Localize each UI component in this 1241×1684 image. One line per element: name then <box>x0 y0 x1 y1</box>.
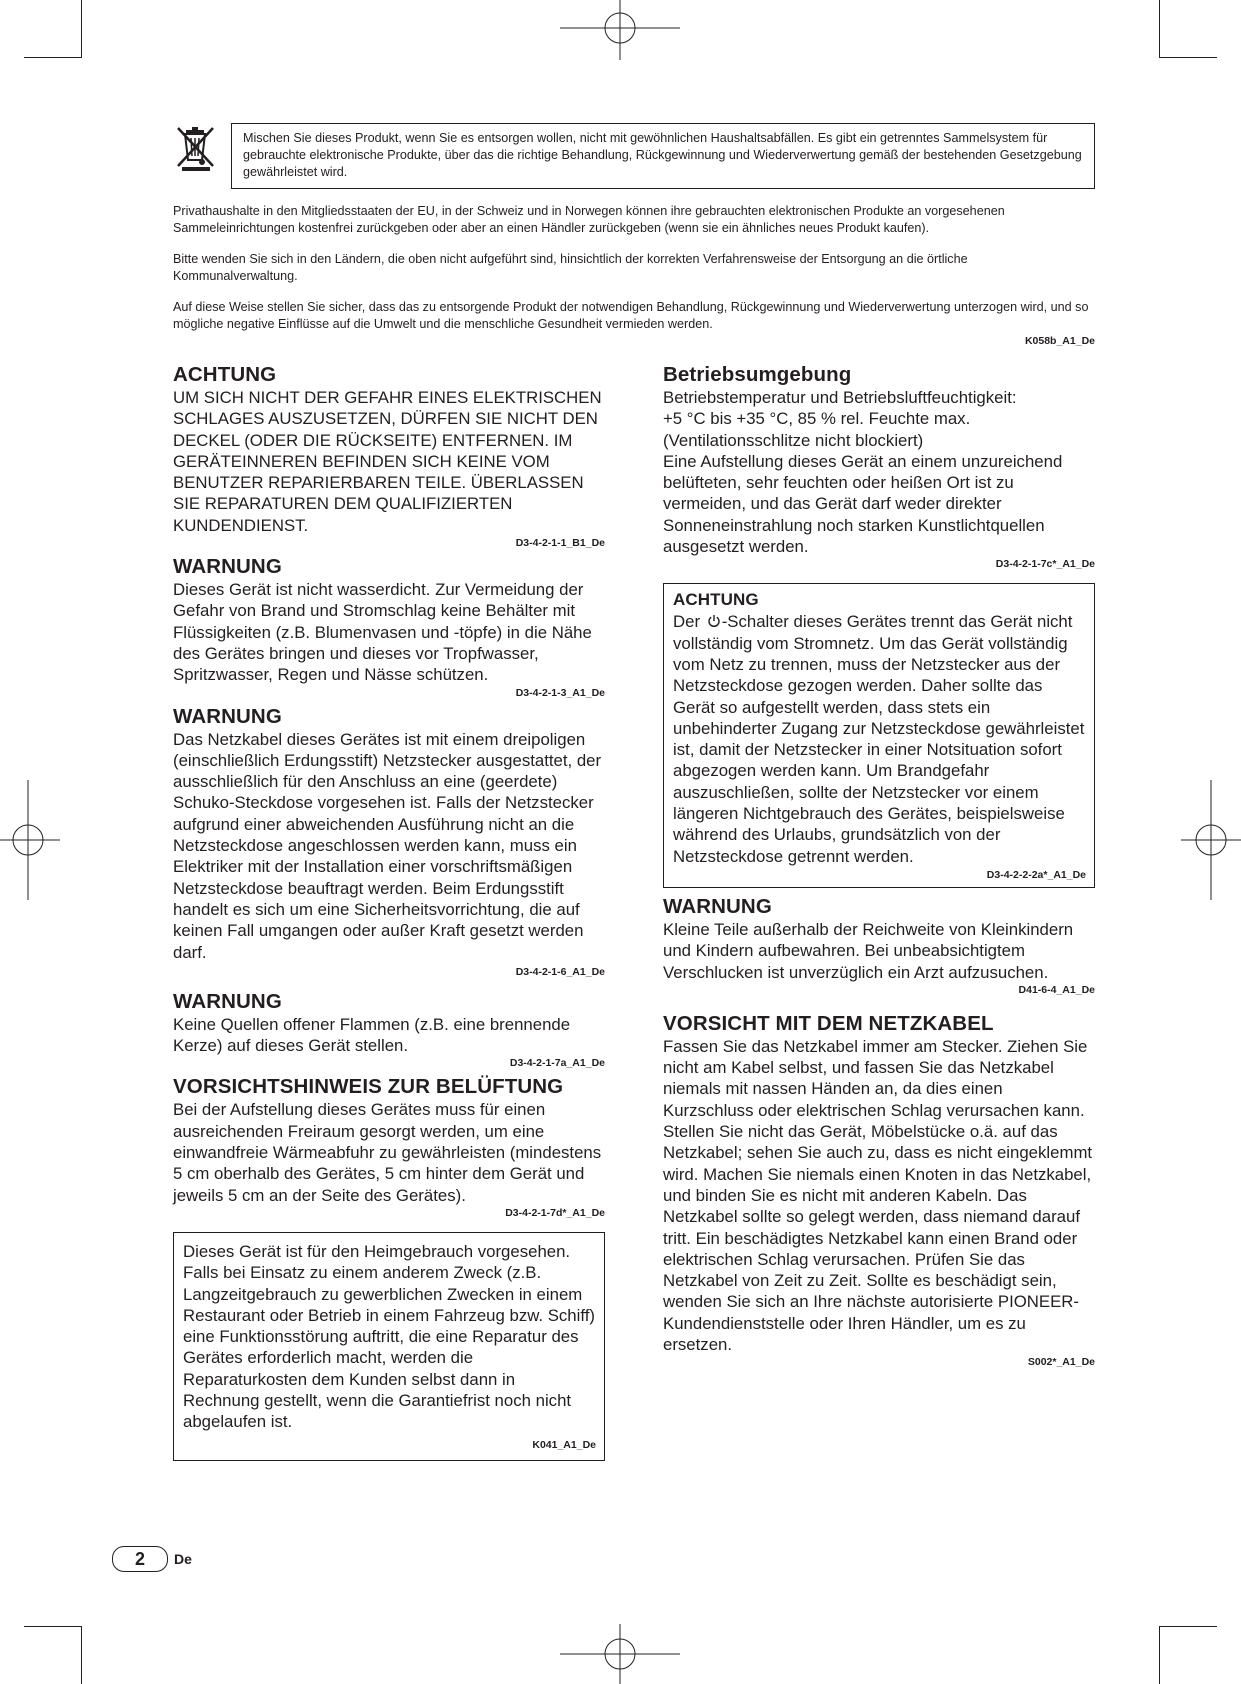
power-cord-code: S002*_A1_De <box>1027 1356 1095 1369</box>
crop-mark <box>1159 57 1217 58</box>
warnung-plug-section <box>173 706 605 979</box>
warnung-plug-code: D3-4-2-1-6_A1_De <box>515 965 605 978</box>
achtung-box-text-before: Der <box>673 612 701 632</box>
warnung-flame-heading: WARNUNG <box>173 989 282 1013</box>
crop-mark <box>1159 0 1160 58</box>
weee-box: Mischen Sie dieses Produkt, wenn Sie es entsorgen wollen, nicht mit gewöhnlichen Haushaltsabfällen. Es gibt ein getrenntes Sammelsystem für gebrauchte elektronische Produkte, über das die richtige Behandlung, Rückgewinnung und Wiederverwertung gemäß der bestehenden Gesetzgebung gewährleistet wird. <box>231 123 1095 189</box>
crossed-out-wheelie-bin-icon <box>173 124 221 172</box>
registration-mark-top <box>560 0 680 60</box>
small-parts-code: D41-6-4_A1_De <box>1018 983 1095 996</box>
warnung-flame-text: Keine Quellen offener Flammen (z.B. eine brennende Kerze) auf dieses Gerät stellen. <box>173 1014 571 1056</box>
home-use-text: Dieses Gerät ist für den Heimgebrauch vorgesehen. Falls bei Einsatz zu einem anderem Zweck (z.B. Langzeitgebrauch zu gewerblichen Zwecken in einem Restaurant oder Betrieb in einem Fahrzeug bzw. Schiff) eine Funktionsstörung auftritt, die eine Reparatur des Gerätes erforderlich macht, werden die Reparaturkosten dem Kunden selbst dann in Rechnung gestellt, wenn die Garantiefrist noch nicht abgelaufen ist. <box>183 1241 595 1432</box>
registration-mark-bottom <box>560 1624 680 1684</box>
power-cord-heading: VORSICHT MIT DEM NETZKABEL <box>663 1011 994 1035</box>
page-footer <box>112 1546 192 1572</box>
weee-code: K058b_A1_De <box>1024 335 1095 347</box>
achtung-section <box>173 364 605 550</box>
achtung-text: UM SICH NICHT DER GEFAHR EINES ELEKTRISCHEN SCHLAGES AUSZUSETZEN, DÜRFEN SIE NICHT DEN DECKEL (ODER DIE RÜCKSEITE) ENTFERNEN. IM GERÄTEINNEREN BEFINDEN SICH KEINE VOM BENUTZER REPARIERBAREN TEILE. ÜBERLASSEN SIE REPARATUREN DEM QUALIFIZIERTEN KUNDENDIENST. <box>173 388 602 535</box>
warnung-plug-text: Das Netzkabel dieses Gerätes ist mit einem dreipoligen (einschließlich Erdungsstift) Netzstecker ausgestattet, der ausschließlich für den Anschluss an eine (geerdete) Schuko-Steckdose vorgesehen ist. Falls der Netzstecker aufgrund einer abweichenden Ausführung nicht an die Netzsteckdose angeschlossen werden kann, muss ein Elektriker mit der Installation einer vorschriftsmäßigen Netzsteckdose beauftragt werden. Beim Erdungsstift handelt es sich um eine Sicherheitsvorrichtung, die auf keinen Fall umgangen oder außer Kraft gesetzt werden darf. <box>173 729 602 962</box>
warnung-flame-section <box>173 991 605 1071</box>
environment-code: D3-4-2-1-7c*_A1_De <box>995 558 1095 571</box>
small-parts-heading: WARNUNG <box>663 894 772 918</box>
warnung-water-heading: WARNUNG <box>173 555 282 579</box>
power-cord-text: Fassen Sie das Netzkabel immer am Stecker. Ziehen Sie nicht am Kabel selbst, und fassen Sie das Netzkabel niemals mit nassen Händen an, da dies einen Kurzschluss oder elektrischen Schlag verursachen kann. Stellen Sie nicht das Gerät, Möbelstücke o.ä. auf das Netzkabel; sehen Sie auch zu, dass es nicht eingeklemmt wird. Machen Sie niemals einen Knoten in das Netzkabel, und binden Sie es nicht mit anderen Kabeln. Das Netzkabel sollte so gelegt werden, dass niemand darauf tritt. Ein beschädigtes Netzkabel kann einen Brand oder elektrischen Schlag verursachen. Prüfen Sie das Netzkabel von Zeit zu Zeit. Sollte es beschädigt sein, wenden Sie sich an Ihre nächste autorisierte PIONEER-Kundendienststelle oder Ihren Händler, um es zu ersetzen. <box>663 1036 1093 1354</box>
crop-mark <box>24 57 82 58</box>
achtung-heading: ACHTUNG <box>173 363 277 386</box>
crop-mark <box>1159 1626 1160 1684</box>
achtung-box-text <box>673 611 1086 867</box>
crop-mark <box>81 1626 82 1684</box>
achtung-box-text-after: -Schalter dieses Gerätes trennt das Gerät nicht vollständig vom Stromnetz. Um das Gerät vollständig vom Netz zu trennen, muss der Netzstecker aus der Netzsteckdose gezogen werden. Daher sollte das Gerät so aufgestellt werden, dass stets ein unbehinderter Zugang zur Netzsteckdose gewährleistet ist, damit der Netzstecker in einer Notsituation sofort abgezogen werden kann. Um Brandgefahr auszuschließen, sollte der Netzstecker vor einem längeren Nichtgebrauch des Gerätes, beispielsweise während des Urlaubs, grundsätzlich von der Netzsteckdose getrennt werden. <box>673 612 1085 866</box>
power-standby-icon <box>707 614 721 628</box>
warnung-plug-heading: WARNUNG <box>173 704 282 728</box>
achtung-code: D3-4-2-1-1_B1_De <box>515 537 605 550</box>
crop-mark <box>81 0 82 58</box>
registration-mark-right <box>1181 780 1241 900</box>
ventilation-heading: VORSICHTSHINWEIS ZUR BELÜFTUNG <box>173 1075 564 1099</box>
warnung-water-text: Dieses Gerät ist nicht wasserdicht. Zur Vermeidung der Gefahr von Brand und Stromschlag keine Behälter mit Flüssigkeiten (z.B. Blumenvasen und -töpfe) in die Nähe des Gerätes bringen und dieses vor Tropfwasser, Spritzwasser, Regen und Nässe schützen. <box>173 580 592 685</box>
environment-section <box>663 364 1095 571</box>
crop-mark <box>1159 1626 1217 1627</box>
home-use-box <box>173 1232 605 1461</box>
weee-paragraph-2: Bitte wenden Sie sich in den Ländern, die oben nicht aufgeführt sind, hinsichtlich der korrekten Verfahrensweise der Entsorgung an die örtliche Kommunalverwaltung. <box>173 252 968 283</box>
crop-mark <box>24 1626 82 1627</box>
left-column <box>173 364 605 1461</box>
environment-text: Eine Aufstellung dieses Gerät an einem unzureichend belüfteten, sehr feuchten oder heißen Ort ist zu vermeiden, und das Gerät darf weder direkter Sonneneinstrahlung noch starken Kunstlichtquellen ausgesetzt werden. <box>663 451 1063 557</box>
weee-notice <box>173 123 1095 348</box>
small-parts-text: Kleine Teile außerhalb der Reichweite von Kleinkindern und Kindern aufbewahren. Bei unbeabsichtigtem Verschlucken ist unverzüglich ein Arzt aufzusuchen. <box>663 919 1074 982</box>
weee-paragraph-1: Privathaushalte in den Mitgliedsstaaten der EU, in der Schweiz und in Norwegen können ihre gebrauchten elektronischen Produkte an vorgesehenen Sammeleinrichtungen kostenfrei zurückgeben oder aber an einen Händler zurückgeben (wenn sie ein ähnliches neues Produkt kaufen). <box>173 204 1005 235</box>
right-column <box>663 364 1095 1375</box>
page-number: 2 <box>112 1546 168 1572</box>
language-code: De <box>174 1551 192 1567</box>
home-use-code: K041_A1_De <box>532 1438 596 1451</box>
warnung-water-code: D3-4-2-1-3_A1_De <box>515 686 605 699</box>
environment-heading: Betriebsumgebung <box>663 363 852 386</box>
ventilation-code: D3-4-2-1-7d*_A1_De <box>505 1206 605 1219</box>
environment-line-2: +5 °C bis +35 °C, 85 % rel. Feuchte max. <box>663 409 971 429</box>
environment-line-3: (Ventilationsschlitze nicht blockiert) <box>663 430 924 450</box>
achtung-box <box>663 583 1095 888</box>
small-parts-section <box>663 896 1095 997</box>
warnung-flame-code: D3-4-2-1-7a_A1_De <box>509 1057 605 1070</box>
environment-line-1: Betriebstemperatur und Betriebsluftfeuchtigkeit: <box>663 388 1017 407</box>
achtung-box-code: D3-4-2-2-2a*_A1_De <box>986 868 1086 881</box>
achtung-box-heading: ACHTUNG <box>673 590 759 610</box>
registration-mark-left <box>0 780 60 900</box>
power-cord-section <box>663 1013 1095 1369</box>
weee-paragraph-3: Auf diese Weise stellen Sie sicher, dass das zu entsorgende Produkt der notwendigen Behandlung, Rückgewinnung und Wiederverwertung unterzogen wird, und so mögliche negative Einflüsse auf die Umwelt und die menschliche Gesundheit vermieden werden. <box>173 300 1089 331</box>
warnung-water-section <box>173 556 605 699</box>
ventilation-text: Bei der Aufstellung dieses Gerätes muss für einen ausreichenden Freiraum gesorgt werden, um eine einwandfreie Wärmeabfuhr zu gewährleisten (mindestens 5 cm oberhalb des Gerätes, 5 cm hinter dem Gerät und jeweils 5 cm an der Seite des Gerätes). <box>173 1100 602 1205</box>
ventilation-section <box>173 1076 605 1219</box>
